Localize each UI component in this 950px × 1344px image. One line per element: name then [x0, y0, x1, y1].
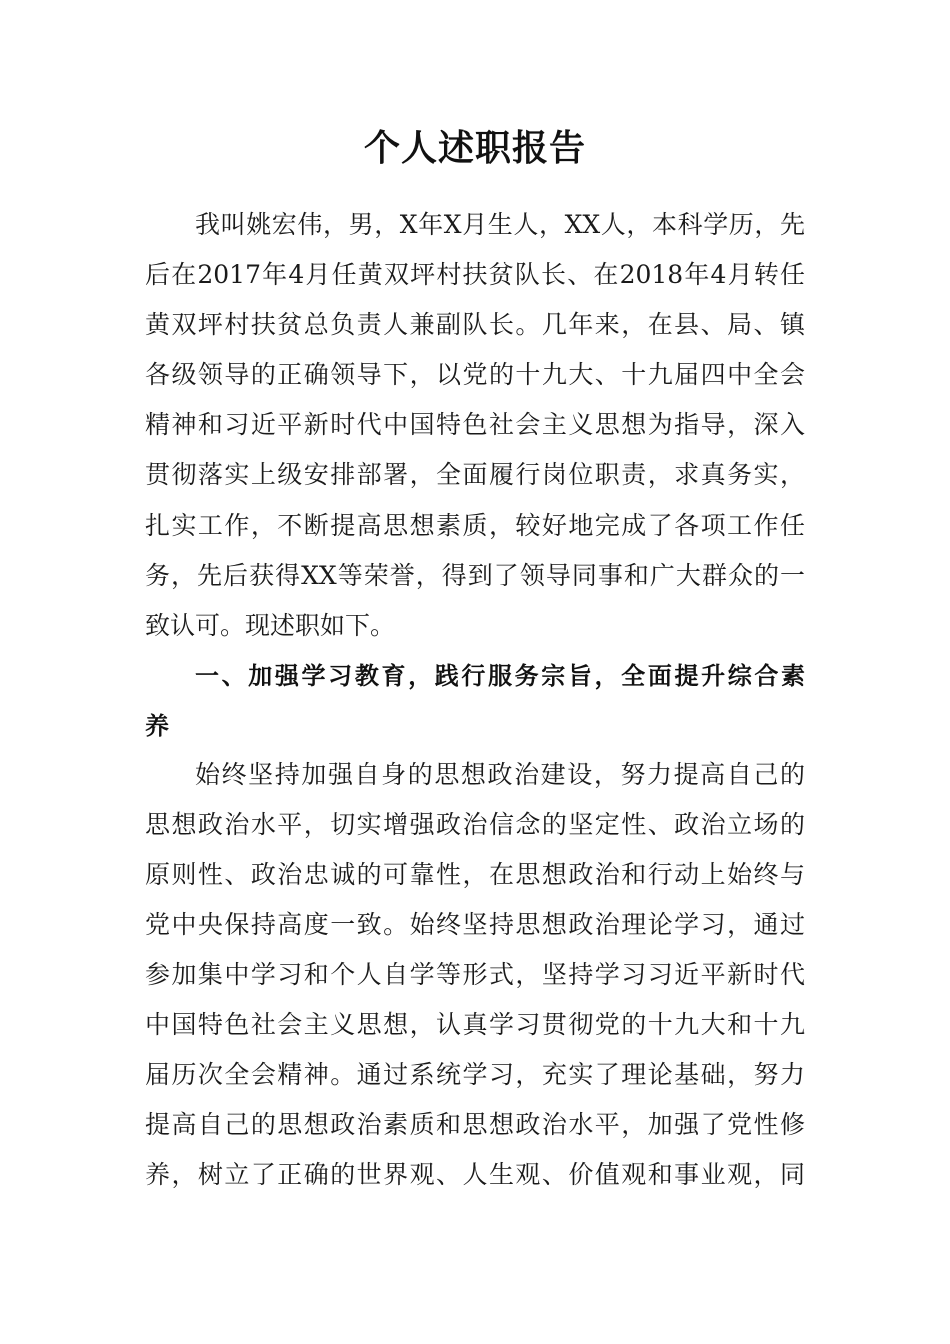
paragraph-line: 提高自己的思想政治素质和思想政治水平，加强了党性修	[145, 1110, 805, 1139]
paragraph-line: 扎实工作，不断提高思想素质，较好地完成了各项工作任	[145, 511, 805, 540]
paragraph-line: 参加集中学习和个人自学等形式，坚持学习习近平新时代	[145, 960, 805, 989]
paragraph-line: 贯彻落实上级安排部署，全面履行岗位职责，求真务实，	[145, 460, 805, 489]
paragraph-line: 思想政治水平，切实增强政治信念的坚定性、政治立场的	[145, 810, 805, 839]
paragraph-line: 届历次全会精神。通过系统学习，充实了理论基础，努力	[145, 1060, 805, 1089]
section-heading: 一、加强学习教育，践行服务宗旨，全面提升综合素	[195, 662, 805, 690]
paragraph-line: 各级领导的正确领导下，以党的十九大、十九届四中全会	[145, 360, 805, 389]
paragraph-line: 始终坚持加强自身的思想政治建设，努力提高自己的	[195, 760, 805, 789]
section-heading: 养	[145, 712, 169, 740]
paragraph-line: 养，树立了正确的世界观、人生观、价值观和事业观，同	[145, 1160, 805, 1189]
paragraph-line: 黄双坪村扶贫总负责人兼副队长。几年来，在县、局、镇	[145, 310, 805, 339]
paragraph-line: 务，先后获得XX等荣誉，得到了领导同事和广大群众的一	[145, 561, 805, 590]
paragraph-line: 致认可。现述职如下。	[145, 611, 396, 640]
paragraph-line: 精神和习近平新时代中国特色社会主义思想为指导，深入	[145, 410, 805, 439]
paragraph-line: 原则性、政治忠诚的可靠性，在思想政治和行动上始终与	[145, 860, 805, 889]
paragraph-line: 党中央保持高度一致。始终坚持思想政治理论学习，通过	[145, 910, 805, 939]
paragraph-line: 后在2017年4月任黄双坪村扶贫队长、在2018年4月转任	[145, 260, 805, 289]
document-title: 个人述职报告	[363, 127, 586, 169]
paragraph-line: 我叫姚宏伟，男，X年X月生人，XX人，本科学历，先	[195, 210, 805, 239]
paragraph-line: 中国特色社会主义思想，认真学习贯彻党的十九大和十九	[145, 1010, 805, 1039]
